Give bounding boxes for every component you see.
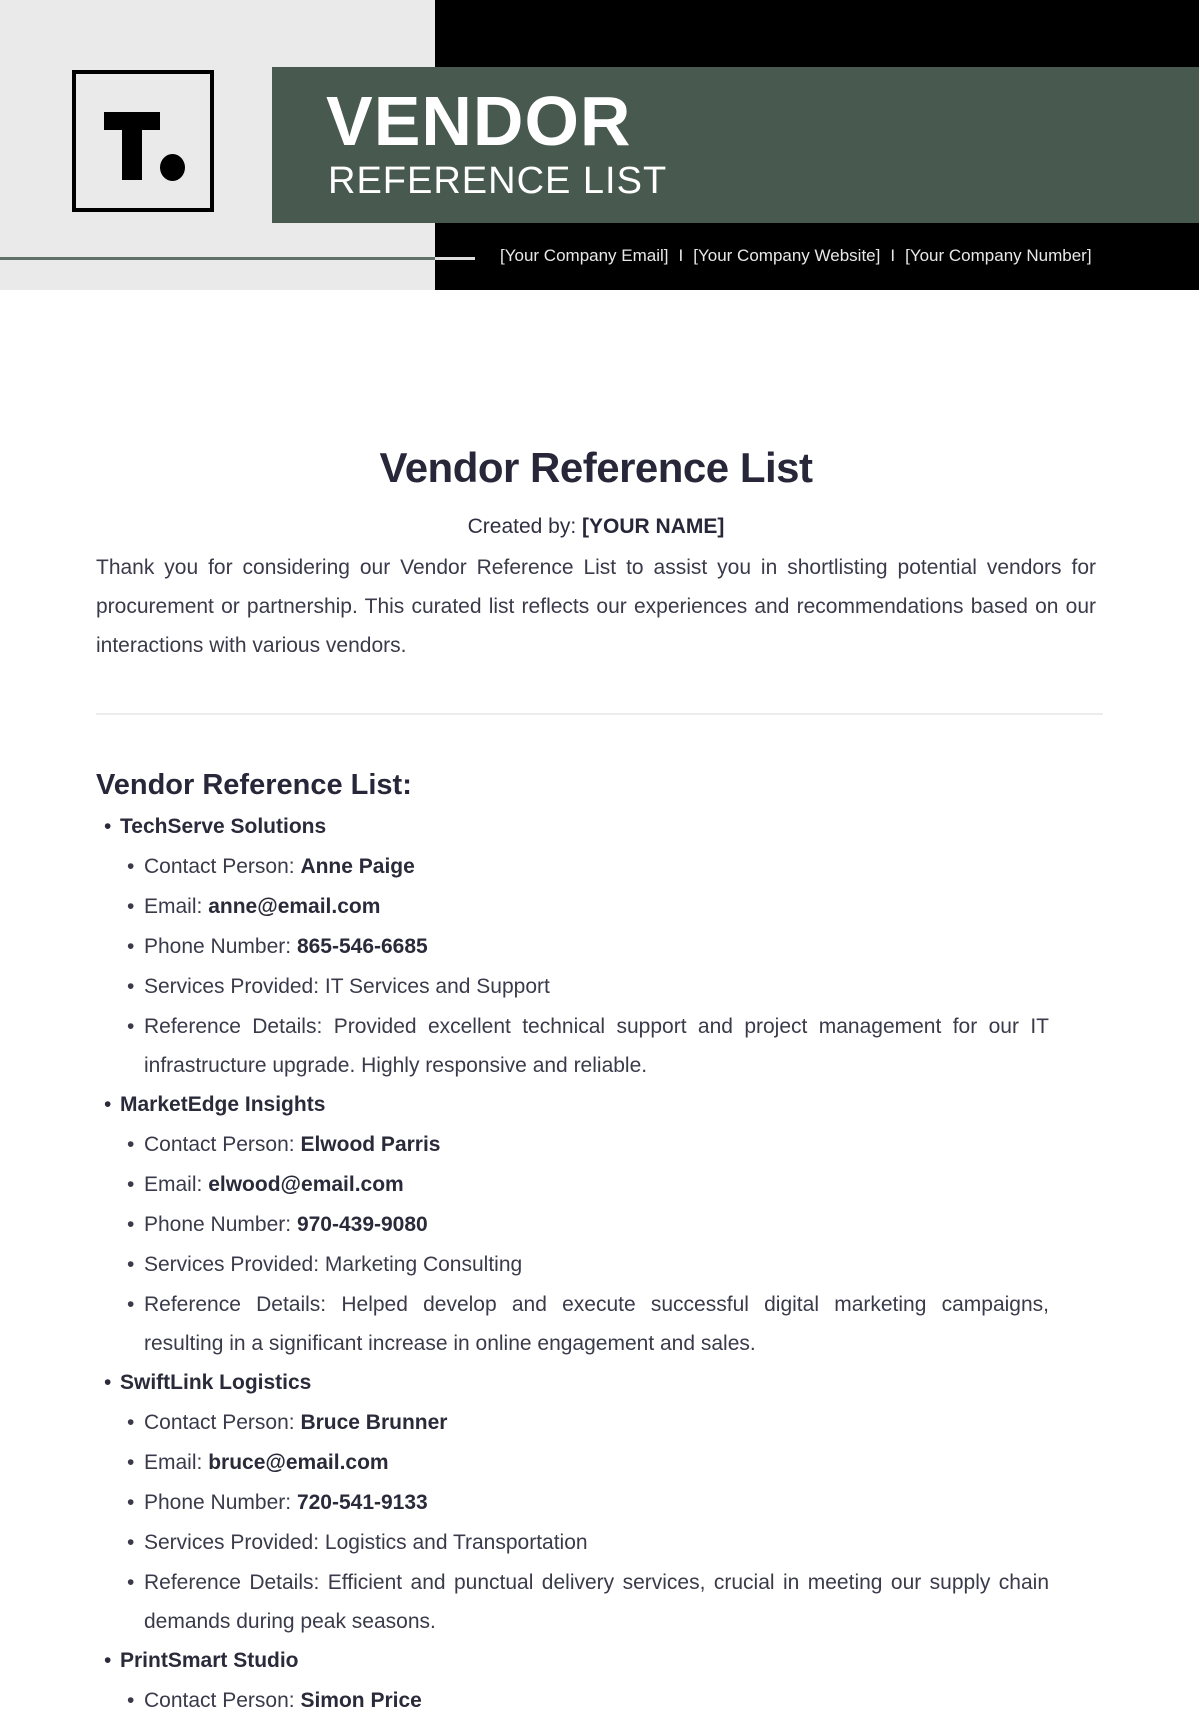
services-provided: • Services Provided: IT Services and Support bbox=[144, 967, 1049, 1007]
vendor-details bbox=[96, 1403, 1049, 1641]
reference-details: • Reference Details: Provided excellent technical support and project management for our IT infrastructure upgrade. Highly responsive and reliable. bbox=[144, 1007, 1049, 1085]
contact-person: • Contact Person: Simon Price bbox=[144, 1681, 1049, 1721]
header-subtitle: REFERENCE LIST bbox=[328, 160, 668, 202]
phone-number: • Phone Number: 720-541-9133 bbox=[144, 1483, 1049, 1523]
company-number: [Your Company Number] bbox=[905, 246, 1092, 265]
company-logo bbox=[72, 70, 214, 212]
document-body bbox=[96, 440, 1096, 1721]
logo-dot-icon bbox=[160, 154, 185, 181]
vendor-details bbox=[96, 1125, 1049, 1363]
vendor-name: • TechServe Solutions bbox=[96, 807, 1096, 847]
vendor-list bbox=[96, 807, 1096, 1721]
document-header bbox=[0, 0, 1200, 290]
vendor-name: • PrintSmart Studio bbox=[96, 1641, 1096, 1681]
reference-details: • Reference Details: Efficient and punctual delivery services, crucial in meeting our supply chain demands during peak seasons. bbox=[144, 1563, 1049, 1641]
vendor-item bbox=[96, 807, 1096, 1085]
company-contact-strip bbox=[500, 244, 1092, 268]
phone-number: • Phone Number: 970-439-9080 bbox=[144, 1205, 1049, 1245]
vendor-item bbox=[96, 1085, 1096, 1363]
created-by-label: Created by: bbox=[467, 515, 577, 538]
vendor-name: • MarketEdge Insights bbox=[96, 1085, 1096, 1125]
email: • Email: bruce@email.com bbox=[144, 1443, 1049, 1483]
title-band bbox=[272, 67, 1199, 223]
logo-t-stem-icon bbox=[122, 112, 142, 180]
contact-person: • Contact Person: Elwood Parris bbox=[144, 1125, 1049, 1165]
separator: I bbox=[678, 246, 684, 265]
reference-details: • Reference Details: Helped develop and execute successful digital marketing campaigns, resulting in a significant increase in online engagement and sales. bbox=[144, 1285, 1049, 1363]
company-website: [Your Company Website] bbox=[693, 246, 881, 265]
vendor-item bbox=[96, 1363, 1096, 1641]
email: • Email: anne@email.com bbox=[144, 887, 1049, 927]
header-rule-accent bbox=[435, 257, 475, 260]
vendor-name: • SwiftLink Logistics bbox=[96, 1363, 1096, 1403]
vendor-details bbox=[96, 1681, 1049, 1721]
contact-person: • Contact Person: Anne Paige bbox=[144, 847, 1049, 887]
vendor-details bbox=[96, 847, 1049, 1085]
header-rule bbox=[0, 257, 435, 260]
services-provided: • Services Provided: Marketing Consulting bbox=[144, 1245, 1049, 1285]
header-title: VENDOR bbox=[326, 82, 632, 160]
created-by-name: [YOUR NAME] bbox=[582, 515, 725, 538]
phone-number: • Phone Number: 865-546-6685 bbox=[144, 927, 1049, 967]
contact-person: • Contact Person: Bruce Brunner bbox=[144, 1403, 1049, 1443]
services-provided: • Services Provided: Logistics and Transportation bbox=[144, 1523, 1049, 1563]
email: • Email: elwood@email.com bbox=[144, 1165, 1049, 1205]
vendor-item bbox=[96, 1641, 1096, 1721]
section-title: Vendor Reference List: bbox=[96, 769, 412, 801]
section-divider bbox=[96, 713, 1103, 715]
page-title: Vendor Reference List bbox=[379, 444, 813, 491]
intro-paragraph: Thank you for considering our Vendor Reference List to assist you in shortlisting potential vendors for procurement or partnership. This curated list reflects our experiences and recommendations based on our interactions with various vendors. bbox=[96, 556, 1096, 657]
company-email: [Your Company Email] bbox=[500, 246, 669, 265]
created-by bbox=[96, 512, 1096, 542]
separator: I bbox=[890, 246, 896, 265]
